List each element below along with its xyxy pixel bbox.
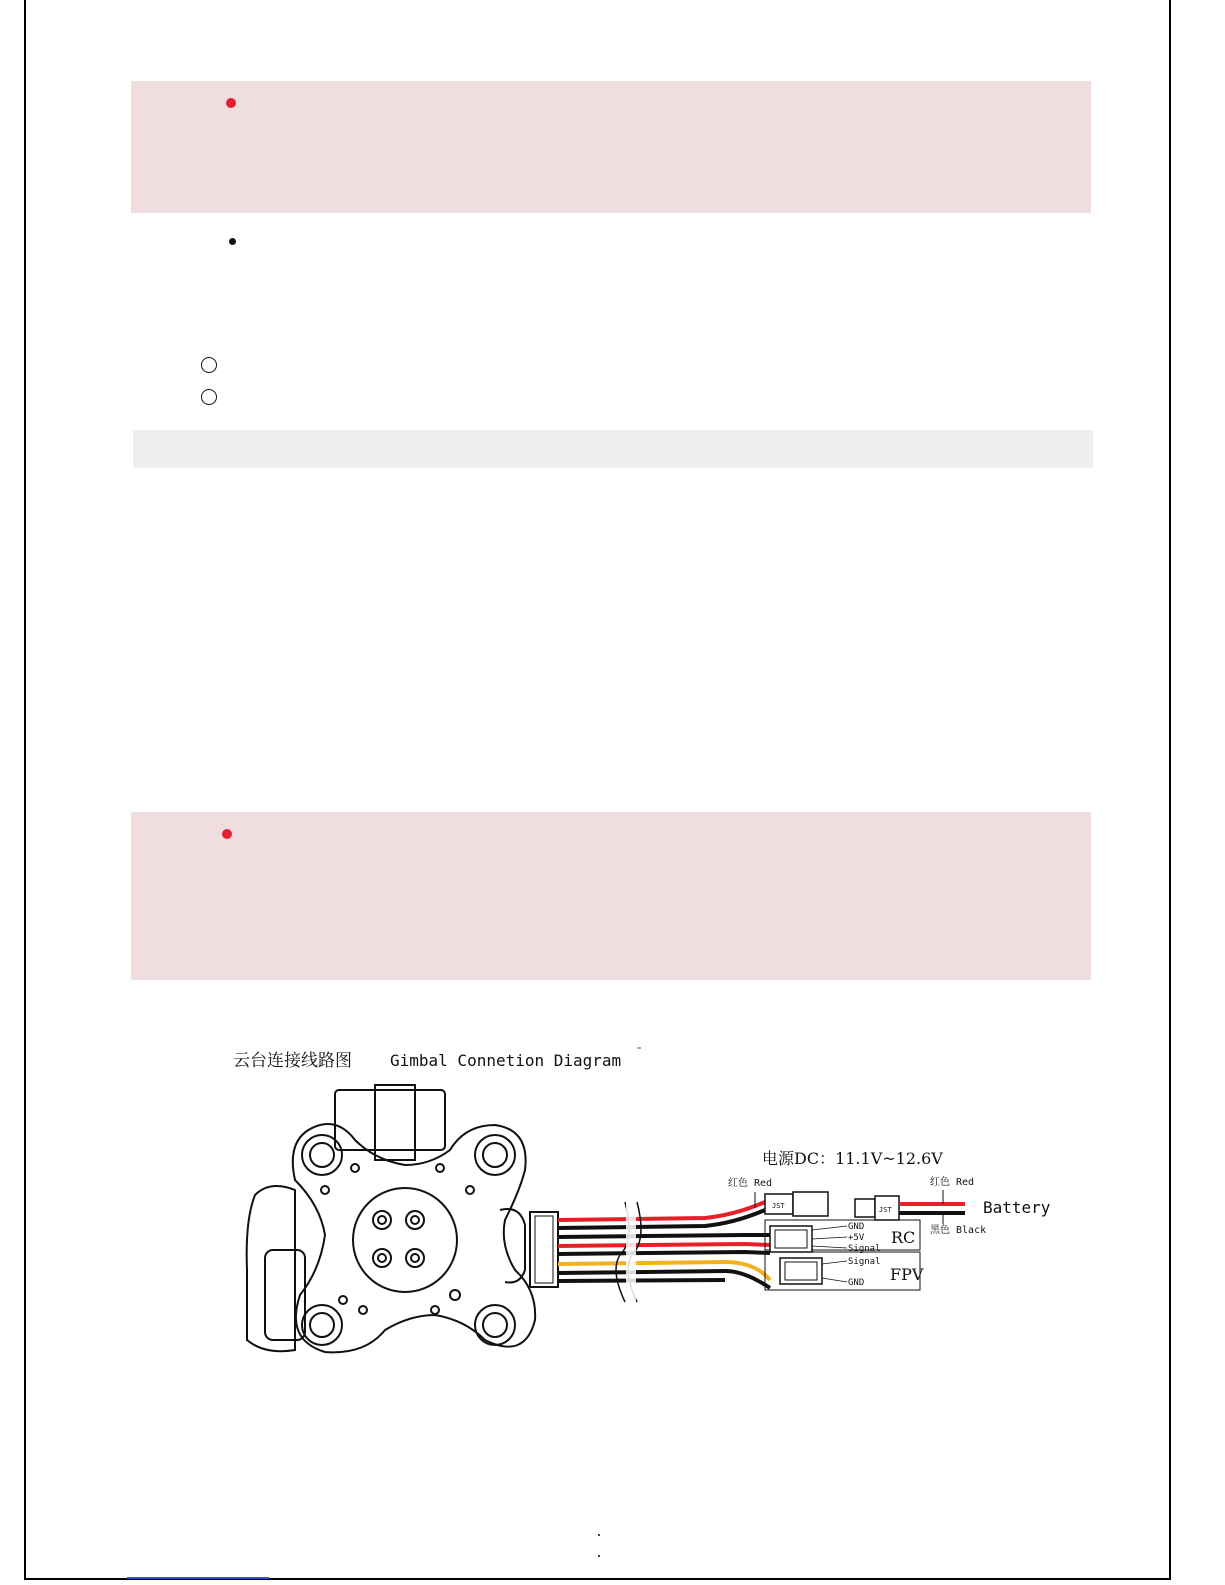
rc-pin-5v: +5V	[848, 1233, 865, 1243]
warning-note-box	[131, 81, 1091, 213]
bullet-icon	[229, 238, 236, 245]
section-heading-bar	[133, 430, 1093, 468]
page-number-dots: · ·	[596, 1524, 614, 1565]
warning-bullet-icon	[226, 98, 236, 108]
main-connector	[530, 1212, 558, 1287]
rc-label: RC	[891, 1228, 916, 1247]
diagram-title-en: Gimbal Connetion Diagram	[390, 1051, 622, 1070]
wire-bundle	[558, 1202, 770, 1288]
list-circle-marker	[201, 389, 217, 405]
rc-pin-gnd: GND	[848, 1222, 865, 1232]
gimbal-drawing	[247, 1085, 535, 1352]
battery-red-label: 红色 Red	[930, 1177, 975, 1188]
svg-text:JST: JST	[772, 1202, 785, 1210]
warning-note-box	[131, 812, 1091, 980]
power-spec-label: 电源DC：11.1V~12.6V	[762, 1149, 943, 1168]
footer-link-underline[interactable]	[127, 1577, 269, 1579]
battery-label: Battery	[983, 1198, 1051, 1217]
diagram-title-cn: 云台连接线路图	[233, 1051, 352, 1071]
fpv-pin-signal: Signal	[848, 1257, 881, 1267]
red-wire-label: 红色 Red	[728, 1178, 773, 1189]
fpv-label: FPV	[890, 1265, 924, 1284]
svg-text:JST: JST	[879, 1206, 892, 1214]
rc-pin-signal: Signal	[848, 1244, 881, 1254]
battery-black-label: 黑色 Black	[930, 1225, 987, 1236]
list-circle-marker	[201, 357, 217, 373]
gimbal-connection-diagram	[225, 1040, 1075, 1380]
warning-bullet-icon	[222, 829, 232, 839]
battery-connector	[855, 1190, 965, 1224]
fpv-pin-gnd: GND	[848, 1278, 865, 1288]
power-connector-plug	[765, 1192, 828, 1216]
